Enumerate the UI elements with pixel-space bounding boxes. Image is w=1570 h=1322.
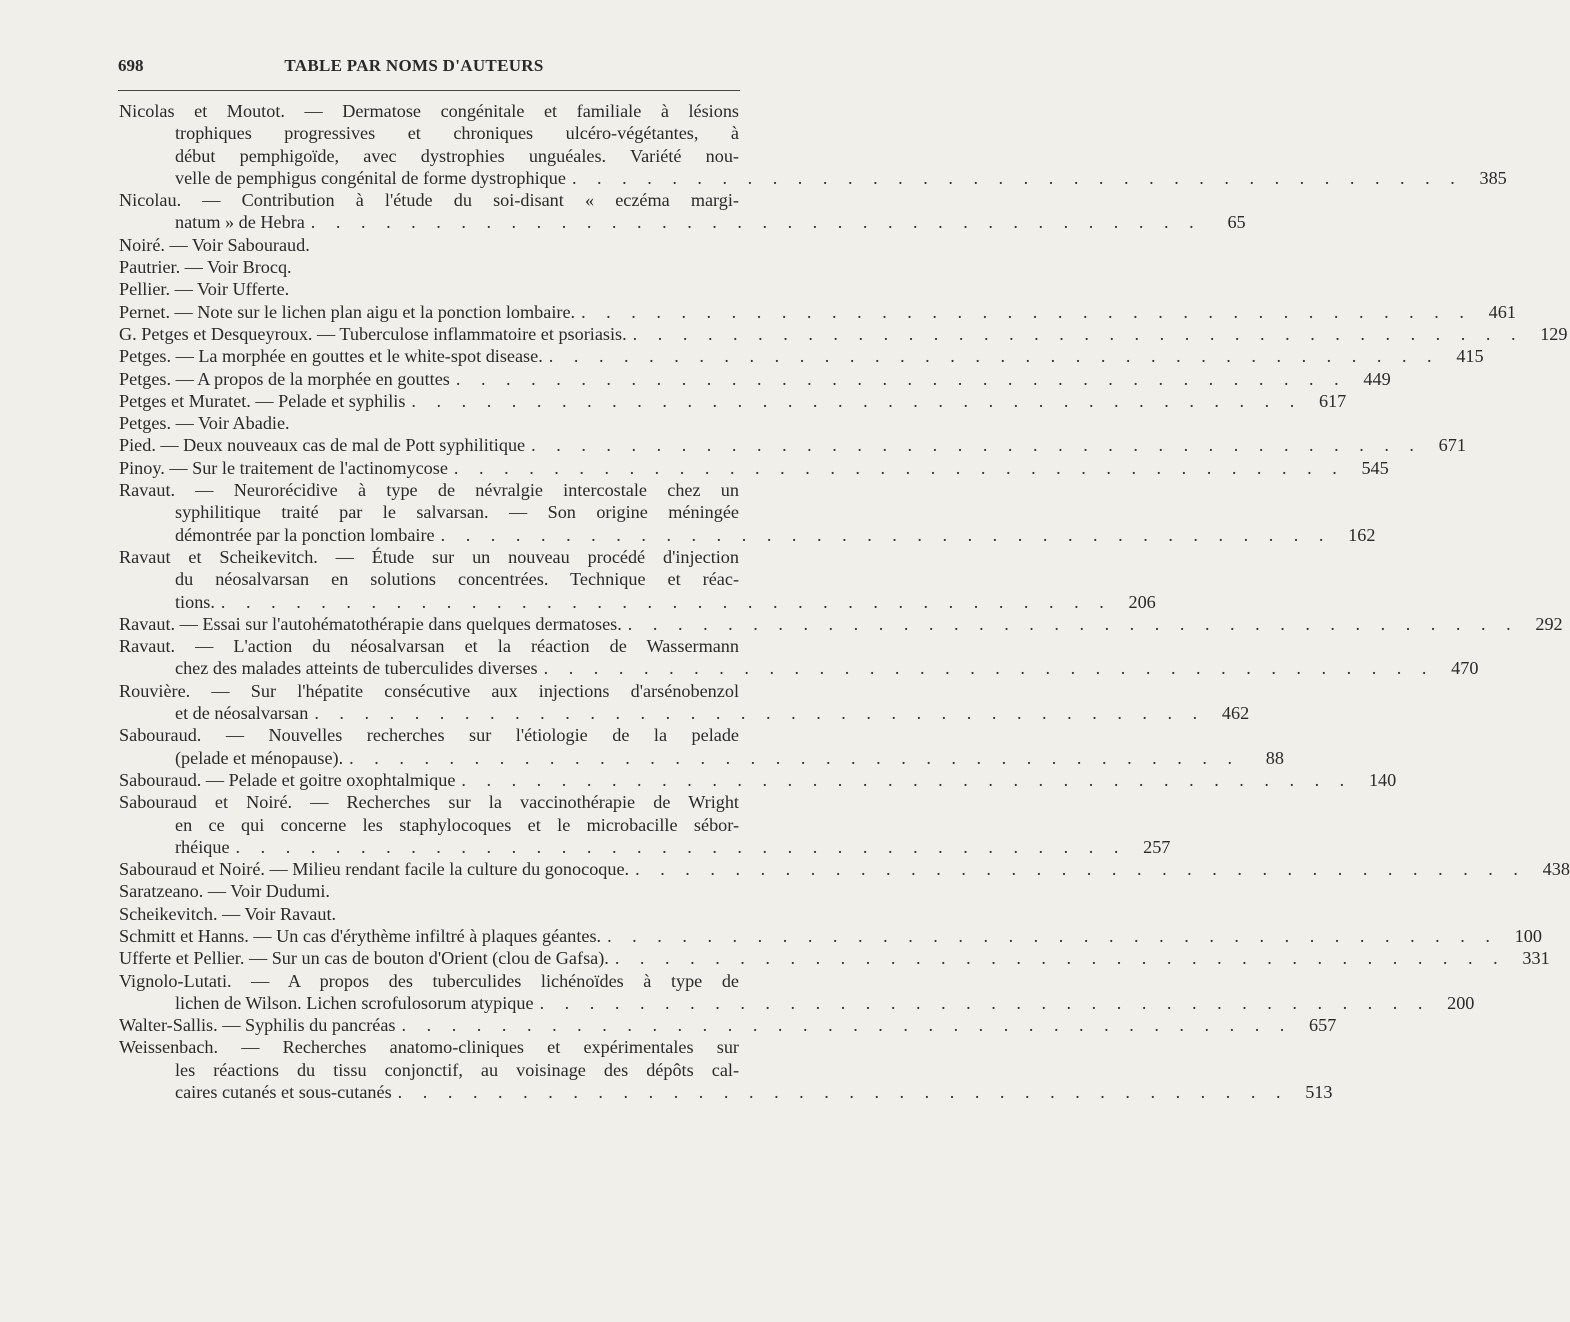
page-reference: 657 <box>1309 1015 1337 1036</box>
page-reference: 292 <box>1535 613 1563 634</box>
entry-line <box>119 524 1376 546</box>
index-entry <box>119 546 1156 613</box>
entry-line <box>119 791 739 813</box>
index-entry <box>119 903 739 925</box>
entry-line <box>119 457 1389 479</box>
entry-text: Pautrier. — Voir Brocq. <box>119 257 292 278</box>
page-reference: 331 <box>1522 948 1550 969</box>
entry-text: chez des malades atteints de tuberculides diverses <box>175 658 538 679</box>
entry-line <box>119 858 1570 880</box>
entry-line <box>119 1081 1333 1103</box>
dot-leader: . . . . . . . . . . . . . . . . . . . . . . . . . . . . . . . . . . . . <box>539 992 1431 1013</box>
page-reference: 415 <box>1456 346 1484 367</box>
index-entry <box>119 613 1563 635</box>
page-reference: 100 <box>1514 925 1542 946</box>
index-entry <box>119 457 1389 479</box>
dot-leader: . . . . . . . . . . . . . . . . . . . . . . . . . . . . . . . . . . . . <box>581 301 1472 322</box>
index-entry <box>119 947 1550 969</box>
page-number: 698 <box>118 56 144 75</box>
entry-line <box>119 903 739 925</box>
index-entry <box>119 368 1391 390</box>
entry-line <box>119 546 739 568</box>
entry-text: Pinoy. — Sur le traitement de l'actinomycose <box>119 457 448 478</box>
index-entry <box>119 880 739 902</box>
entry-line <box>119 345 1484 367</box>
entry-text: Schmitt et Hanns. — Un cas d'érythème infiltré à plaques géantes. <box>119 925 602 946</box>
entry-line <box>119 211 1246 233</box>
entry-line <box>119 145 739 167</box>
dot-leader: . . . . . . . . . . . . . . . . . . . . . . . . . . . . . . . . . . . . <box>635 859 1526 880</box>
entry-text: Nicolas et Moutot. — Dermatose congénitale et familiale à lésions <box>119 101 739 121</box>
dot-leader: . . . . . . . . . . . . . . . . . . . . . . . . . . . . . . . . . . . . <box>411 390 1303 411</box>
entry-line <box>119 925 1542 947</box>
entry-text: Walter-Sallis. — Syphilis du pancréas <box>119 1015 396 1036</box>
page-reference: 88 <box>1265 747 1284 768</box>
dot-leader: . . . . . . . . . . . . . . . . . . . . . . . . . . . . . . . . . . . . <box>397 1082 1289 1103</box>
entry-line <box>119 368 1391 390</box>
entry-text: Petges. — A propos de la morphée en gouttes <box>119 368 450 389</box>
entry-text: Petges. — Voir Abadie. <box>119 413 290 434</box>
page-reference: 140 <box>1368 769 1397 790</box>
entry-text: Noiré. — Voir Sabouraud. <box>119 234 310 255</box>
dot-leader: . . . . . . . . . . . . . . . . . . . . . . . . . . . . . . . . . . . . <box>531 435 1422 456</box>
entry-line <box>119 234 739 256</box>
entry-line <box>119 814 739 836</box>
index-entry <box>119 635 1479 680</box>
entry-text: Ravaut. — Essai sur l'autohématothérapie dans quelques dermatoses. <box>119 613 622 634</box>
page-reference: 162 <box>1348 524 1376 545</box>
entry-line <box>119 1036 739 1058</box>
entry-line <box>119 591 1156 613</box>
running-title: TABLE PAR NOMS D'AUTEURS <box>284 56 544 75</box>
page-reference: 200 <box>1447 992 1475 1013</box>
entry-line <box>119 747 1284 769</box>
page-reference: 545 <box>1361 457 1389 478</box>
index-entry <box>119 791 1171 858</box>
entry-line <box>119 568 739 590</box>
index-entry <box>119 301 1516 323</box>
entry-text: Weissenbach. — Recherches anatomo-cliniques et expérimentales sur <box>119 1037 739 1058</box>
dot-leader: . . . . . . . . . . . . . . . . . . . . . . . . . . . . . . . . . . . . <box>461 769 1353 790</box>
entry-line <box>119 100 739 122</box>
dot-leader: . . . . . . . . . . . . . . . . . . . . . . . . . . . . . . . . . . . . <box>543 658 1435 679</box>
dot-leader: . . . . . . . . . . . . . . . . . . . . . . . . . . . . . . . . . . . . <box>310 212 1202 233</box>
entry-text: et de néosalvarsan <box>175 703 309 724</box>
entry-text: (pelade et ménopause). <box>175 747 344 768</box>
entry-line <box>119 501 739 523</box>
page-reference: 470 <box>1451 658 1479 679</box>
index-entry <box>119 1014 1337 1036</box>
dot-leader: . . . . . . . . . . . . . . . . . . . . . . . . . . . . . . . . . . . . <box>349 747 1240 768</box>
index-entry <box>119 189 1246 234</box>
entry-text: velle de pemphigus congénital de forme dystrophique <box>175 167 566 188</box>
dot-leader: . . . . . . . . . . . . . . . . . . . . . . . . . . . . . . . . . . . . <box>314 703 1206 724</box>
entry-text: les réactions du tissu conjonctif, au voisinage des dépôts cal- <box>175 1059 739 1080</box>
entry-text: Sabouraud. — Nouvelles recherches sur l'étiologie de la pelade <box>119 725 739 746</box>
dot-leader: . . . . . . . . . . . . . . . . . . . . . . . . . . . . . . . . . . . . <box>235 836 1127 857</box>
dot-leader: . . . . . . . . . . . . . . . . . . . . . . . . . . . . . . . . . . . . <box>455 368 1347 389</box>
entry-text: Petges. — La morphée en gouttes et le white-spot disease. <box>119 346 543 367</box>
entry-text: en ce qui concerne les staphylocoques et le microbacille sébor- <box>175 814 739 835</box>
page-reference: 385 <box>1479 167 1507 188</box>
index-entry <box>119 724 1284 769</box>
index-entry <box>119 278 739 300</box>
entry-text: Ravaut. — Neurorécidive à type de névralgie intercostale chez un <box>119 480 739 501</box>
entry-text: Rouvière. — Sur l'hépatite consécutive aux injections d'arsénobenzol <box>119 680 739 701</box>
entry-line <box>119 769 1397 791</box>
entry-text: début pemphigoïde, avec dystrophies unguéales. Variété nou- <box>175 145 739 166</box>
entry-text: Vignolo-Lutati. — A propos des tuberculides lichénoïdes à type de <box>119 970 739 991</box>
entry-line <box>119 992 1475 1014</box>
index-entry <box>119 412 739 434</box>
dot-leader: . . . . . . . . . . . . . . . . . . . . . . . . . . . . . . . . . . . . <box>614 948 1506 969</box>
page-reference: 671 <box>1438 435 1466 456</box>
index-entry <box>119 234 739 256</box>
index-entry <box>119 256 739 278</box>
entry-text: Sabouraud. — Pelade et goitre oxophtalmique <box>119 769 456 790</box>
entry-line <box>119 412 739 434</box>
index-entry <box>119 434 1466 456</box>
index-entry <box>119 390 1347 412</box>
index-entry <box>119 479 1376 546</box>
entry-text: Pernet. — Note sur le lichen plan aigu et la ponction lombaire. <box>119 301 576 322</box>
entry-text: Scheikevitch. — Voir Ravaut. <box>119 903 337 924</box>
entry-line <box>119 724 739 746</box>
entry-line <box>119 256 739 278</box>
entry-line <box>119 167 1507 189</box>
entry-line <box>119 323 1568 345</box>
entry-line <box>119 301 1516 323</box>
header-rule <box>118 90 740 91</box>
page-reference: 449 <box>1363 368 1391 389</box>
index-entry <box>119 680 1250 725</box>
dot-leader: . . . . . . . . . . . . . . . . . . . . . . . . . . . . . . . . . . . . <box>440 524 1332 545</box>
index-entry <box>119 345 1484 367</box>
page-reference: 438 <box>1542 859 1570 880</box>
entry-text: Ravaut et Scheikevitch. — Étude sur un nouveau procédé d'injection <box>119 546 739 567</box>
entry-line <box>119 189 739 211</box>
page-reference: 257 <box>1143 836 1171 857</box>
page-reference: 462 <box>1221 703 1250 724</box>
page-reference: 129 <box>1540 323 1568 344</box>
entry-line <box>119 479 739 501</box>
page-reference: 617 <box>1318 390 1347 411</box>
entry-text: Nicolau. — Contribution à l'étude du soi-disant « eczéma margi- <box>119 190 739 211</box>
entry-line <box>119 947 1550 969</box>
entry-text: Ufferte et Pellier. — Sur un cas de bouton d'Orient (clou de Gafsa). <box>119 948 609 969</box>
page-reference: 65 <box>1227 212 1246 233</box>
entry-line <box>119 657 1479 679</box>
entry-line <box>119 613 1563 635</box>
index-entry <box>119 323 1568 345</box>
dot-leader: . . . . . . . . . . . . . . . . . . . . . . . . . . . . . . . . . . . . <box>401 1015 1293 1036</box>
entry-line <box>119 702 1250 724</box>
entry-text: rhéique <box>175 836 230 857</box>
entry-line <box>119 122 739 144</box>
dot-leader: . . . . . . . . . . . . . . . . . . . . . . . . . . . . . . . . . . . . <box>548 346 1440 367</box>
index-entry <box>119 1036 1333 1103</box>
entry-text: démontrée par la ponction lombaire <box>175 524 435 545</box>
entry-line <box>119 970 739 992</box>
page-reference: 206 <box>1128 591 1156 612</box>
entry-text: Ravaut. — L'action du néosalvarsan et la réaction de Wassermann <box>119 636 739 657</box>
index-entry <box>119 970 1475 1015</box>
author-index <box>119 100 1570 1103</box>
entry-line <box>119 1014 1337 1036</box>
entry-line <box>119 635 739 657</box>
entry-line <box>119 390 1347 412</box>
dot-leader: . . . . . . . . . . . . . . . . . . . . . . . . . . . . . . . . . . . . <box>607 925 1498 946</box>
entry-text: syphilitique traité par le salvarsan. — Son origine méningée <box>175 502 739 523</box>
entry-text: tions. <box>175 591 215 612</box>
dot-leader: . . . . . . . . . . . . . . . . . . . . . . . . . . . . . . . . . . . . <box>453 457 1345 478</box>
entry-line <box>119 278 739 300</box>
entry-text: natum » de Hebra <box>175 212 305 233</box>
dot-leader: . . . . . . . . . . . . . . . . . . . . . . . . . . . . . . . . . . . . <box>627 613 1519 634</box>
entry-line <box>119 880 739 902</box>
index-entry <box>119 858 1570 880</box>
entry-text: Petges et Muratet. — Pelade et syphilis <box>119 390 406 411</box>
index-entry <box>119 769 1397 791</box>
entry-line <box>119 434 1466 456</box>
index-entry <box>119 925 1542 947</box>
entry-text: Sabouraud et Noiré. — Milieu rendant facile la culture du gonocoque. <box>119 859 630 880</box>
index-entry <box>119 100 1507 189</box>
entry-text: lichen de Wilson. Lichen scrofulosorum atypique <box>175 992 534 1013</box>
entry-text: Saratzeano. — Voir Dudumi. <box>119 881 330 902</box>
dot-leader: . . . . . . . . . . . . . . . . . . . . . . . . . . . . . . . . . . . . <box>632 323 1524 344</box>
entry-text: trophiques progressives et chroniques ulcéro-végétantes, à <box>175 123 739 144</box>
page-reference: 513 <box>1305 1082 1333 1103</box>
dot-leader: . . . . . . . . . . . . . . . . . . . . . . . . . . . . . . . . . . . . <box>571 167 1463 188</box>
entry-text: G. Petges et Desqueyroux. — Tuberculose inflammatoire et psoriasis. <box>119 323 627 344</box>
entry-line <box>119 836 1171 858</box>
entry-line <box>119 680 739 702</box>
entry-line <box>119 1059 739 1081</box>
entry-text: caires cutanés et sous-cutanés <box>175 1082 392 1103</box>
page-reference: 461 <box>1488 301 1516 322</box>
entry-text: Pellier. — Voir Ufferte. <box>119 279 290 300</box>
entry-text: Pied. — Deux nouveaux cas de mal de Pott syphilitique <box>119 435 526 456</box>
entry-text: du néosalvarsan en solutions concentrées. Technique et réac- <box>175 569 739 590</box>
entry-text: Sabouraud et Noiré. — Recherches sur la vaccinothérapie de Wright <box>119 792 739 813</box>
dot-leader: . . . . . . . . . . . . . . . . . . . . . . . . . . . . . . . . . . . . <box>220 591 1112 612</box>
